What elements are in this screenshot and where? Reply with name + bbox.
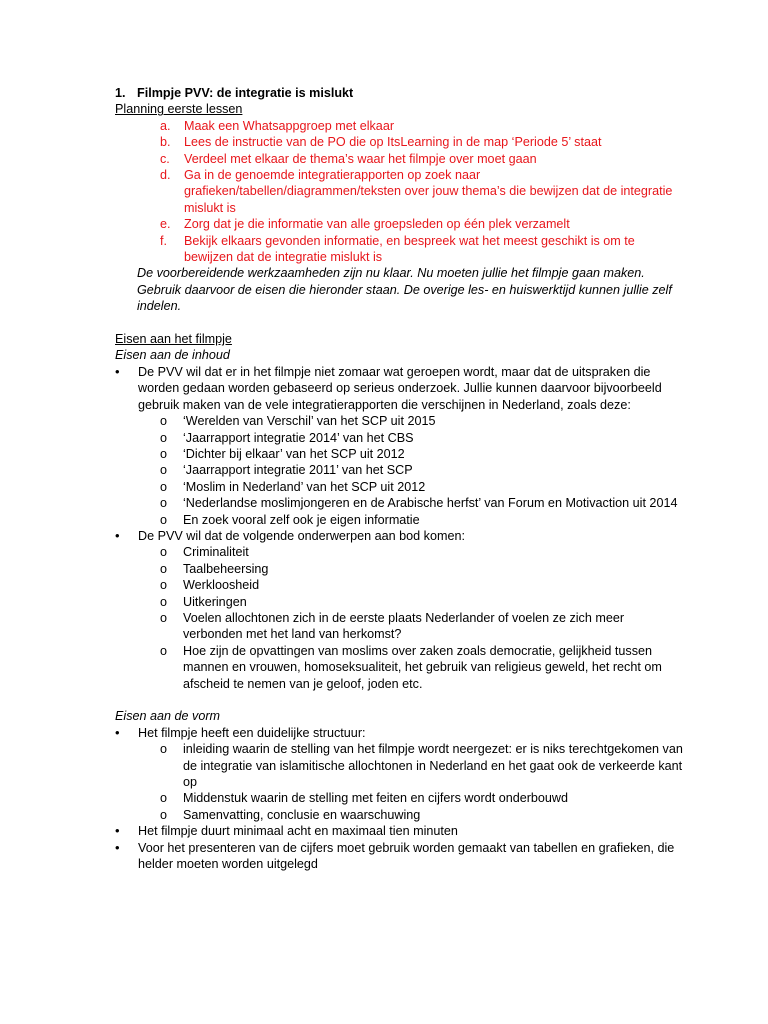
list-item [138, 512, 685, 528]
section-heading [115, 85, 685, 101]
bullet-marker: • [115, 724, 120, 740]
spacer [115, 315, 685, 331]
section-title: Filmpje PVV: de integratie is mislukt [137, 86, 354, 100]
list-item [138, 479, 685, 495]
list-item-text: Lees de instructie van de PO die op ItsLearning in de map ‘Periode 5’ staat [184, 135, 602, 150]
list-item [115, 823, 685, 839]
list-item [138, 561, 685, 577]
bullet-marker: • [115, 363, 120, 379]
list-item [115, 725, 685, 823]
list-marker: a. [160, 118, 171, 133]
list-item [138, 790, 685, 806]
form-requirements-list [115, 725, 685, 873]
planning-note: De voorbereidende werkzaamheden zijn nu klaar. Nu moeten jullie het filmpje gaan maken. Gebruik daarvoor de eisen die hieronder staan. De overige les- en huiswerktijd kunnen jullie zelf indelen. [137, 266, 672, 314]
list-item-text: Zorg dat je die informatie van alle groepsleden op één plek verzamelt [184, 217, 570, 232]
list-marker: f. [160, 233, 167, 248]
list-item [138, 610, 685, 643]
list-item [115, 134, 685, 150]
list-item-text: Criminaliteit [183, 545, 249, 560]
circle-marker: o [160, 430, 168, 445]
list-item-text: Voor het presenteren van de cijfers moet gebruik worden gemaakt van tabellen en grafieken, die helder moeten worden uitgelegd [138, 840, 675, 872]
list-item [115, 151, 685, 167]
list-item-text: De PVV wil dat de volgende onderwerpen aan bod komen: [138, 528, 465, 543]
list-item-text: Voelen allochtonen zich in de eerste plaats Nederlander of voelen ze zich meer verbonden met het land van herkomst? [183, 610, 625, 642]
topics-list [138, 544, 685, 692]
list-item [138, 413, 685, 429]
structure-list [138, 741, 685, 823]
list-item [115, 528, 685, 692]
list-item [138, 643, 685, 692]
document-content [115, 85, 685, 872]
list-item-text: inleiding waarin de stelling van het filmpje wordt neergezet: er is niks terechtgekomen van de integratie van islamitische allochtonen in Nederland en het gaat ook de verkeerde kant op [183, 742, 683, 790]
list-item [138, 544, 685, 560]
list-item [115, 364, 685, 528]
circle-marker: o [160, 610, 168, 625]
circle-marker: o [160, 561, 168, 576]
circle-marker: o [160, 643, 168, 658]
list-item [138, 594, 685, 610]
list-item-text: De PVV wil dat er in het filmpje niet zomaar wat geroepen wordt, maar dat de uitspraken die worden gedaan worden gebaseerd op serieus onderzoek. Jullie kunnen daarvoor bijvoorbeeld gebruik maken van de vele integratierapporten die verschijnen in Nederland, zoals deze: [138, 364, 662, 412]
bullet-marker: • [115, 823, 120, 839]
bullet-marker: • [115, 527, 120, 543]
list-item-text: ‘Nederlandse moslimjongeren en de Arabische herfst’ van Forum en Motivaction uit 2014 [183, 496, 678, 511]
list-item-text: Bekijk elkaars gevonden informatie, en bespreek wat het meest geschikt is om te bewijzen dat de integratie mislukt is [184, 233, 635, 265]
planning-title: Planning eerste lessen [115, 102, 243, 117]
list-item-text: Hoe zijn de opvattingen van moslims over zaken zoals democratie, gelijkheid tussen mannen en vrouwen, homoseksualiteit, het gebruik van religieus geweld, het recht om afscheid te nemen van je geloof, joden etc. [183, 643, 662, 691]
list-item-text: Het filmpje heeft een duidelijke structuur: [138, 725, 366, 740]
list-item-text: Middenstuk waarin de stelling met feiten en cijfers wordt onderbouwd [183, 791, 569, 806]
circle-marker: o [160, 512, 168, 527]
circle-marker: o [160, 578, 168, 593]
list-item-text: ‘Moslim in Nederland’ van het SCP uit 2012 [183, 479, 426, 494]
list-item [138, 741, 685, 790]
form-requirements-title: Eisen aan de vorm [115, 709, 221, 724]
bullet-marker: • [115, 839, 120, 855]
list-item [115, 118, 685, 134]
list-item [138, 462, 685, 478]
list-item [115, 167, 685, 216]
list-item-text: En zoek vooral zelf ook je eigen informatie [183, 512, 420, 527]
list-item-text: Het filmpje duurt minimaal acht en maximaal tien minuten [138, 824, 458, 839]
list-item-text: ‘Dichter bij elkaar’ van het SCP uit 2012 [183, 446, 405, 461]
list-marker: b. [160, 135, 171, 150]
section-number: 1. [115, 86, 126, 100]
list-item-text: ‘Jaarrapport integratie 2011’ van het SCP [183, 463, 413, 478]
list-marker: e. [160, 217, 171, 232]
circle-marker: o [160, 414, 168, 429]
list-marker: d. [160, 168, 171, 183]
circle-marker: o [160, 791, 168, 806]
reports-list [138, 413, 685, 528]
list-item-text: ‘Werelden van Verschil’ van het SCP uit 2015 [183, 414, 436, 429]
circle-marker: o [160, 479, 168, 494]
circle-marker: o [160, 446, 168, 461]
circle-marker: o [160, 594, 168, 609]
list-item-text: Werkloosheid [183, 578, 260, 593]
list-item-text: Maak een Whatsappgroep met elkaar [184, 118, 395, 133]
list-item-text: ‘Jaarrapport integratie 2014’ van het CBS [183, 430, 414, 445]
requirements-title: Eisen aan het filmpje [115, 332, 232, 347]
list-item [115, 840, 685, 873]
list-item [138, 446, 685, 462]
content-requirements-list [115, 364, 685, 692]
planning-list [115, 118, 685, 266]
list-item [115, 216, 685, 232]
list-item [138, 807, 685, 823]
list-item-text: Samenvatting, conclusie en waarschuwing [183, 807, 421, 822]
list-item-text: Ga in de genoemde integratierapporten op zoek naar grafieken/tabellen/diagrammen/teksten over jouw thema’s die bewijzen dat de integratie mislukt is [184, 168, 673, 215]
list-item [115, 233, 685, 266]
circle-marker: o [160, 496, 168, 511]
circle-marker: o [160, 742, 168, 757]
content-requirements-title: Eisen aan de inhoud [115, 348, 230, 363]
list-marker: c. [160, 151, 170, 166]
list-item-text: Verdeel met elkaar de thema’s waar het filmpje over moet gaan [184, 151, 537, 166]
list-item [138, 430, 685, 446]
spacer [115, 692, 685, 708]
circle-marker: o [160, 463, 168, 478]
circle-marker: o [160, 807, 168, 822]
circle-marker: o [160, 545, 168, 560]
list-item [138, 577, 685, 593]
list-item-text: Uitkeringen [183, 594, 247, 609]
list-item-text: Taalbeheersing [183, 561, 269, 576]
list-item [138, 495, 685, 511]
